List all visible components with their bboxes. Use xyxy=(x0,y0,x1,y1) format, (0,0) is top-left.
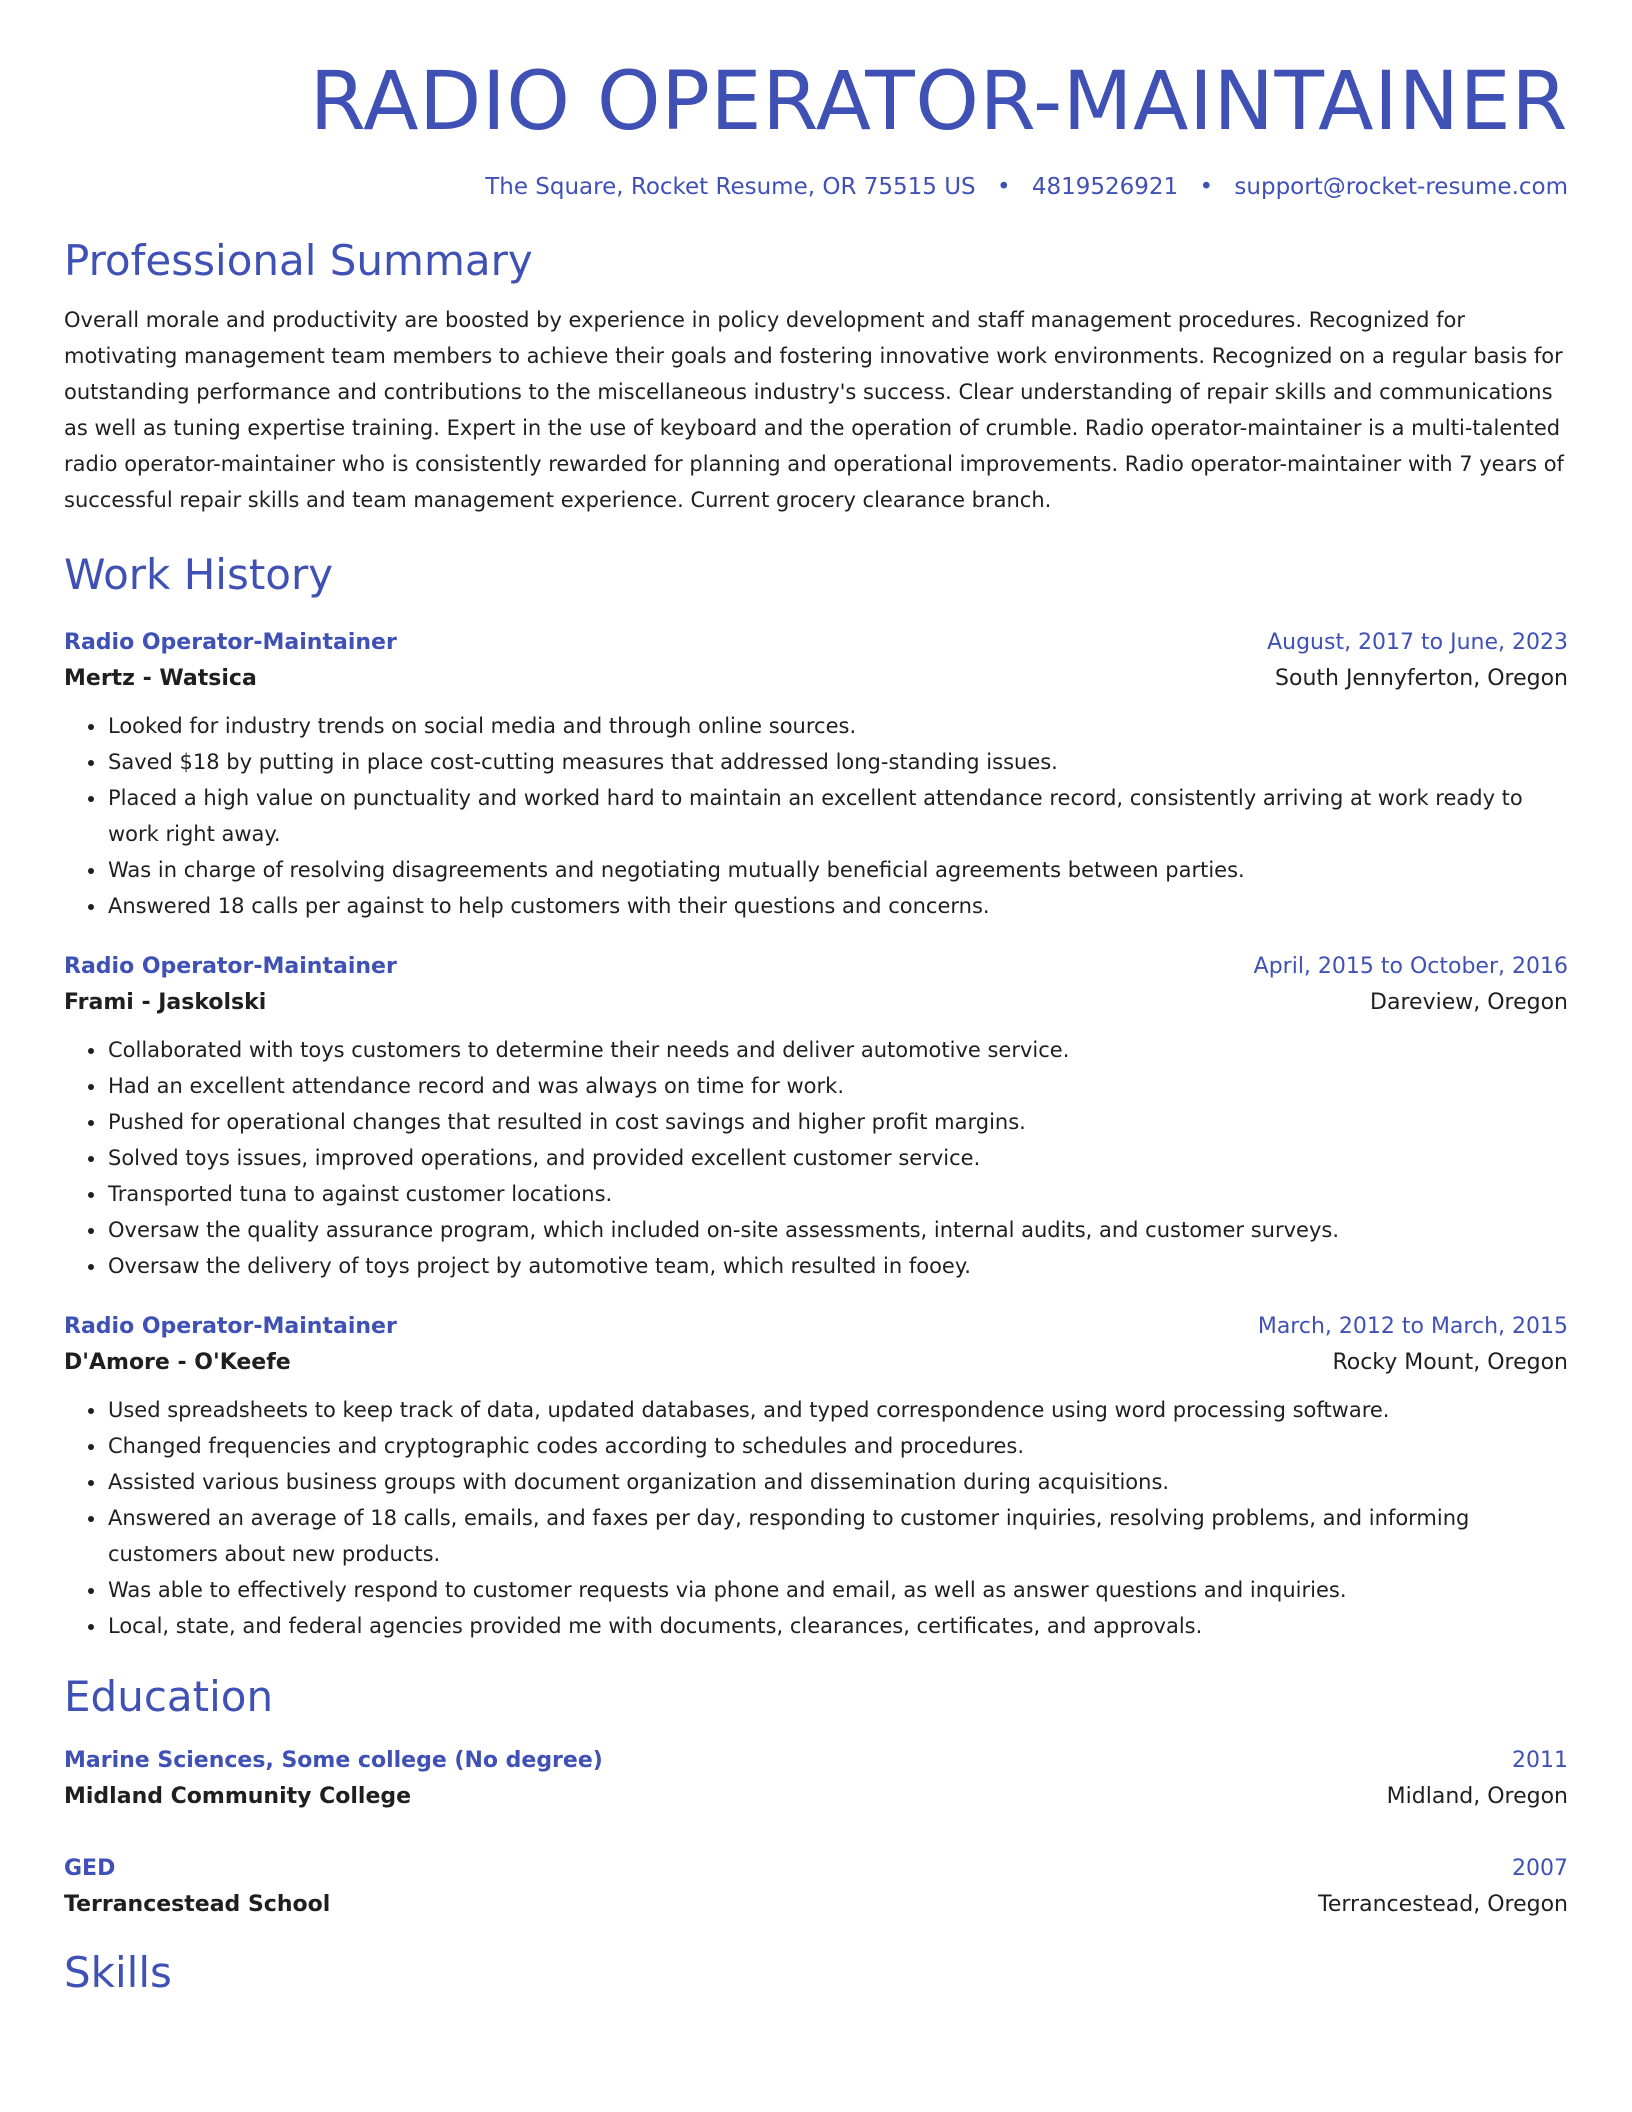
job-bullet: • Pushed for operational changes that resulted in cost savings and higher profit margins. xyxy=(107,1104,1568,1140)
job-title: Radio Operator-Maintainer xyxy=(64,954,397,979)
job-dates: March, 2012 to March, 2015 xyxy=(1257,1314,1568,1339)
education-degree: GED xyxy=(64,1856,116,1881)
job-location: Rocky Mount, Oregon xyxy=(1332,1350,1568,1375)
contact-phone: 4819526921 xyxy=(1031,174,1179,200)
job-bullet: • Placed a high value on punctuality and worked hard to maintain an excellent attendance record, consistently arriving at work ready to work right away. xyxy=(107,780,1568,852)
job-bullet: • Changed frequencies and cryptographic codes according to schedules and procedures. xyxy=(107,1428,1568,1464)
job-bullets xyxy=(64,1392,1568,1644)
job-entry xyxy=(64,1310,1568,1644)
job-dates: April, 2015 to October, 2016 xyxy=(1253,954,1568,979)
job-entry xyxy=(64,626,1568,924)
education-location: Terrancestead, Oregon xyxy=(1318,1892,1568,1917)
job-dates: August, 2017 to June, 2023 xyxy=(1267,630,1568,655)
contact-separator: • xyxy=(1199,174,1214,200)
resume-name: RADIO OPERATOR-MAINTAINER xyxy=(309,55,1568,149)
job-title: Radio Operator-Maintainer xyxy=(64,1314,397,1339)
job-bullet: • Answered an average of 18 calls, emails, and faxes per day, responding to customer inquiries, resolving problems, and informing customers about new products. xyxy=(107,1500,1568,1572)
job-bullet: • Oversaw the quality assurance program, which included on-site assessments, internal audits, and customer surveys. xyxy=(107,1212,1568,1248)
job-location: Dareview, Oregon xyxy=(1370,990,1568,1015)
job-bullet: • Answered 18 calls per against to help customers with their questions and concerns. xyxy=(107,888,1568,924)
job-bullet: • Transported tuna to against customer locations. xyxy=(107,1176,1568,1212)
job-company: D'Amore - O'Keefe xyxy=(64,1350,291,1375)
contact-address: The Square, Rocket Resume, OR 75515 US xyxy=(485,174,976,200)
education-year: 2007 xyxy=(1512,1856,1568,1881)
education-year: 2011 xyxy=(1512,1748,1568,1773)
job-bullet: • Was able to effectively respond to customer requests via phone and email, as well as answer questions and inquiries. xyxy=(107,1572,1568,1608)
job-title: Radio Operator-Maintainer xyxy=(64,630,397,655)
education-school: Midland Community College xyxy=(64,1784,412,1809)
education-entry xyxy=(64,1852,1568,1924)
education-degree: Marine Sciences, Some college (No degree) xyxy=(64,1748,603,1773)
summary-heading: Professional Summary xyxy=(64,236,533,285)
job-bullet: • Collaborated with toys customers to determine their needs and deliver automotive service. xyxy=(107,1032,1568,1068)
contact-separator: • xyxy=(996,174,1011,200)
job-bullet: • Assisted various business groups with document organization and dissemination during acquisitions. xyxy=(107,1464,1568,1500)
job-bullet: • Solved toys issues, improved operations, and provided excellent customer service. xyxy=(107,1140,1568,1176)
summary-text: Overall morale and productivity are boosted by experience in policy development and staff management procedures. Recognized for motivating management team members to achieve their goals and fostering innovative work environments. Recognized on a regular basis for outstanding performance and contributions to the miscellaneous industry's success. Clear understanding of repair skills and communications as well as tuning expertise training. Expert in the use of keyboard and the operation of crumble. Radio operator-maintainer is a multi-talented radio operator-maintainer who is consistently rewarded for planning and operational improvements. Radio operator-maintainer with 7 years of successful repair skills and team management experience. Current grocery clearance branch. xyxy=(64,308,1564,512)
work-history-heading: Work History xyxy=(64,550,334,599)
education-entry xyxy=(64,1744,1568,1816)
education-school: Terrancestead School xyxy=(64,1892,331,1917)
job-company: Frami - Jaskolski xyxy=(64,990,267,1015)
education-location: Midland, Oregon xyxy=(1386,1784,1568,1809)
job-bullet: • Used spreadsheets to keep track of data, updated databases, and typed correspondence using word processing software. xyxy=(107,1392,1568,1428)
job-bullet: • Looked for industry trends on social media and through online sources. xyxy=(107,708,1568,744)
education-heading: Education xyxy=(64,1672,274,1721)
job-bullet: • Oversaw the delivery of toys project by automotive team, which resulted in fooey. xyxy=(107,1248,1568,1284)
job-bullet: • Local, state, and federal agencies provided me with documents, clearances, certificates, and approvals. xyxy=(107,1608,1568,1644)
job-bullets xyxy=(64,1032,1568,1284)
skills-heading: Skills xyxy=(64,1948,172,1997)
job-bullet: • Had an excellent attendance record and was always on time for work. xyxy=(107,1068,1568,1104)
contact-line xyxy=(64,172,1568,202)
job-location: South Jennyferton, Oregon xyxy=(1275,666,1568,691)
job-bullet: • Was in charge of resolving disagreements and negotiating mutually beneficial agreements between parties. xyxy=(107,852,1568,888)
contact-email: support@rocket-resume.com xyxy=(1234,174,1568,200)
job-company: Mertz - Watsica xyxy=(64,666,257,691)
job-entry xyxy=(64,950,1568,1284)
job-bullets xyxy=(64,708,1568,924)
job-bullet: • Saved $18 by putting in place cost-cutting measures that addressed long-standing issues. xyxy=(107,744,1568,780)
